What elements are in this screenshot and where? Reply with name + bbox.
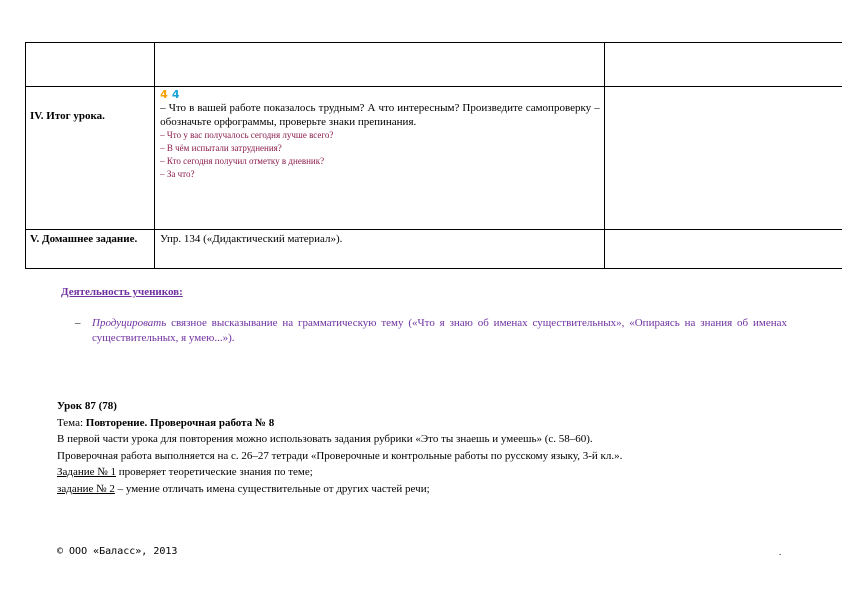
notes-cell — [604, 43, 842, 87]
task-1-label: Задание № 1 — [57, 466, 117, 478]
sub-question: – Кто сегодня получил отметку в дневник? — [160, 156, 325, 166]
lesson-plan-table — [25, 42, 842, 269]
list-dash: – — [75, 317, 81, 329]
task-2-label: задание № 2 — [57, 482, 115, 495]
sub-question: – Что у вас получалось сегодня лучше всего? — [160, 130, 334, 140]
notes-cell-homework — [604, 230, 842, 269]
table-row-homework — [26, 230, 842, 269]
activity-text — [92, 316, 787, 346]
sub-question: – За что? — [160, 169, 195, 179]
marker-blue: 4 — [171, 88, 180, 101]
content-cell-homework — [155, 230, 605, 269]
homework-text: Упр. 134 («Дидактический материал»). — [160, 233, 343, 245]
lesson-paragraph-1: В первой части урока для повторения можно использовать задания рубрики «Это ты знаешь и умеешь» (с. 58–60). — [57, 433, 593, 445]
sub-question: – В чём испытали затруднения? — [160, 143, 282, 153]
task-1-line — [57, 464, 797, 481]
activity-markers — [160, 89, 600, 101]
content-cell — [155, 43, 605, 87]
notes-cell-summary — [604, 87, 842, 230]
task-2-text: – умение отличать имена существительные от других частей речи; — [114, 482, 430, 495]
activity-list-item — [75, 316, 787, 346]
lesson-paragraph-2: Проверочная работа выполняется на с. 26–27 тетради «Проверочные и контрольные работы по русскому языку, 3-й кл.». — [57, 449, 623, 462]
activity-heading: Деятельность учеников: — [61, 286, 183, 298]
content-cell-summary — [155, 87, 605, 230]
topic-value: Повторение. Проверочная работа № 8 — [85, 416, 275, 429]
stage-label-homework: V. Домашнее задание. — [30, 233, 138, 245]
lesson-title: Урок 87 (78) — [57, 400, 117, 412]
summary-question: – Что в вашей работе показалось трудным? А что интересным? Произведите самопроверку – обозначьте орфограммы, проверьте знаки препинания. — [160, 102, 600, 128]
stage-label-summary: IV. Итог урока. — [30, 110, 105, 122]
stage-cell-homework — [26, 230, 155, 269]
footer-copyright: © ООО «Баласс», 2013 — [57, 546, 178, 557]
activity-description: связное высказывание на грамматическую тему («Что я знаю об именах существительных», «Опираясь на знания об именах существительных, я умею...»). — [92, 317, 787, 344]
footer-dot: . — [779, 547, 782, 557]
topic-label: Тема: — [57, 416, 86, 429]
stage-cell — [26, 43, 155, 87]
marker-orange: 4 — [160, 88, 168, 101]
task-2-line — [57, 481, 797, 498]
task-1-text: проверяет теоретические знания по теме; — [116, 466, 313, 478]
stage-cell-summary — [26, 87, 155, 230]
lesson-topic — [57, 415, 797, 432]
lesson-block — [57, 398, 797, 497]
table-row-summary — [26, 87, 842, 230]
activity-verb: Продуцировать — [92, 317, 167, 329]
table-row-empty — [26, 43, 842, 87]
